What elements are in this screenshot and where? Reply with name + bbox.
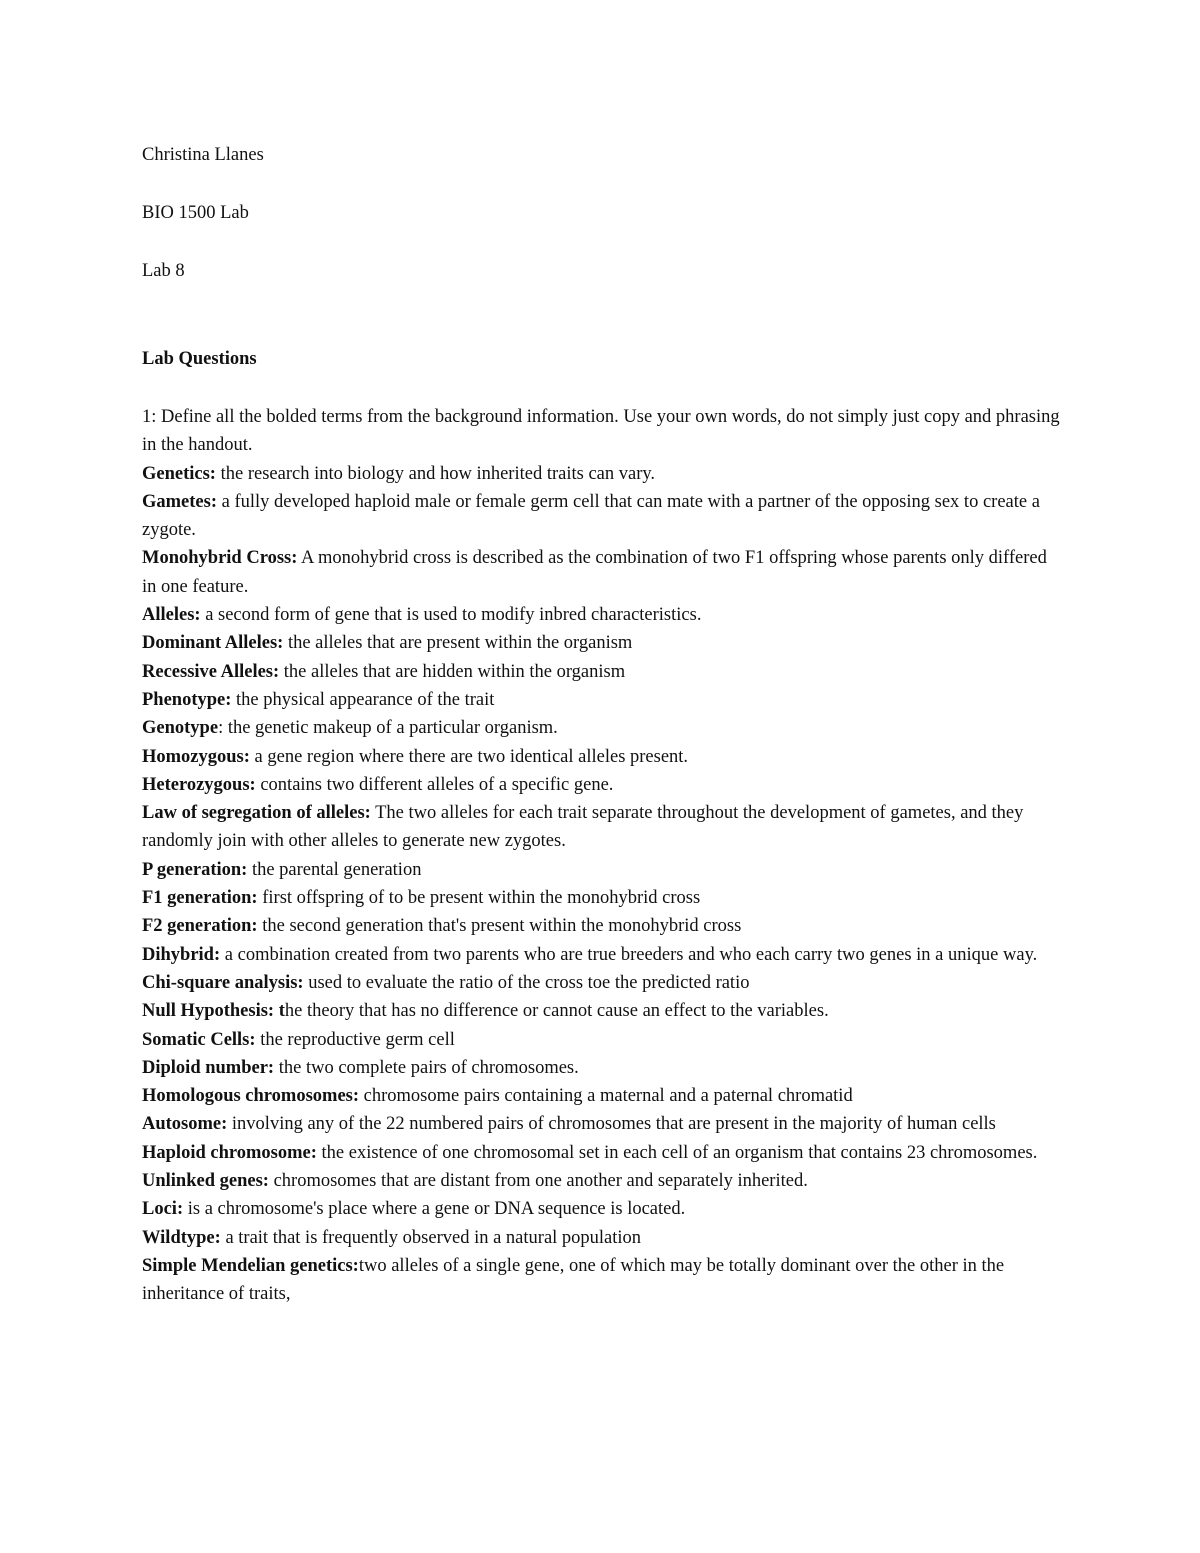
term-label: P generation: [142, 859, 248, 880]
term-label: F1 generation: [142, 888, 258, 909]
term-definition [142, 884, 1062, 912]
term-text: the two complete pairs of chromosomes. [274, 1057, 579, 1078]
term-text: a fully developed haploid male or female germ cell that can mate with a partner of the opposing sex to create a zygote. [142, 491, 1040, 541]
section-title: Lab Questions [142, 349, 257, 369]
term-label: Genotype [142, 718, 219, 739]
term-list [142, 460, 1062, 1309]
term-definition [142, 1110, 1062, 1138]
term-label: Unlinked genes: [142, 1171, 269, 1192]
term-text: he theory that has no difference or cannot cause an effect to the variables. [284, 1001, 829, 1022]
term-definition [142, 1054, 1062, 1082]
term-definition [142, 1252, 1062, 1309]
term-label: Heterozygous: [142, 774, 256, 795]
term-text: : the genetic makeup of a particular organism. [218, 718, 558, 739]
term-definition [142, 1167, 1062, 1195]
term-label: Homologous chromosomes: [142, 1086, 360, 1107]
term-label: Dominant Alleles: [142, 633, 284, 654]
term-label: Loci: [142, 1199, 184, 1220]
term-label: Haploid chromosome: [142, 1142, 317, 1163]
term-definition [142, 969, 1062, 997]
course-name: BIO 1500 Lab [142, 203, 249, 223]
term-text: the second generation that's present within the monohybrid cross [257, 916, 742, 937]
term-label: Null Hypothesis: t [142, 1001, 285, 1022]
term-definition [142, 686, 1062, 714]
term-label: Genetics: [142, 463, 216, 484]
term-text: chromosome pairs containing a maternal and a paternal chromatid [359, 1086, 853, 1107]
term-label: Wildtype: [142, 1227, 221, 1248]
term-definition [142, 658, 1062, 686]
term-text: The two alleles for each trait separate throughout the development of gametes, and they randomly join with other alleles to generate new zygotes. [142, 803, 1024, 852]
term-definition [142, 771, 1062, 799]
term-definition [142, 997, 1062, 1025]
term-text: a combination created from two parents who are true breeders and who each carry two genes in a unique way. [220, 944, 1038, 965]
term-text: chromosomes that are distant from one another and separately inherited. [268, 1171, 808, 1192]
lab-number: Lab 8 [142, 261, 185, 281]
term-definition [142, 460, 1062, 488]
term-definition [142, 1082, 1062, 1110]
term-definition [142, 1026, 1062, 1054]
term-definition [142, 912, 1062, 940]
term-text: A monohybrid cross is described as the combination of two F1 offspring whose parents only differed in one feature. [142, 548, 1047, 597]
term-definition [142, 856, 1062, 884]
term-text: the existence of one chromosomal set in each cell of an organism that contains 23 chromosomes. [316, 1142, 1038, 1163]
term-text: the alleles that are hidden within the organism [279, 661, 626, 682]
term-definition [142, 799, 1062, 856]
term-label: Recessive Alleles: [142, 661, 280, 682]
term-text: the reproductive germ cell [255, 1029, 455, 1050]
term-text: the parental generation [247, 859, 422, 880]
term-text: a second form of gene that is used to modify inbred characteristics. [200, 605, 702, 626]
term-text: contains two different alleles of a specific gene. [255, 774, 614, 795]
term-definition [142, 941, 1062, 969]
term-definition [142, 544, 1062, 601]
term-label: Alleles: [142, 605, 201, 626]
term-definition [142, 1224, 1062, 1252]
term-definition [142, 601, 1062, 629]
term-label: Phenotype: [142, 689, 232, 710]
term-definition [142, 1195, 1062, 1223]
term-label: Autosome: [142, 1114, 228, 1135]
term-text: is a chromosome's place where a gene or DNA sequence is located. [183, 1199, 686, 1220]
document-body [142, 141, 1062, 1309]
term-label: Somatic Cells: [142, 1029, 256, 1050]
term-text: two alleles of a single gene, one of which may be totally dominant over the other in the inheritance of traits, [142, 1255, 1005, 1305]
term-text: involving any of the 22 numbered pairs of chromosomes that are present in the majority of human cells [227, 1114, 996, 1135]
term-label: Law of segregation of alleles: [142, 803, 371, 824]
term-definition [142, 488, 1062, 545]
term-text: first offspring of to be present within the monohybrid cross [257, 888, 701, 909]
term-label: Homozygous: [142, 746, 250, 767]
term-definition [142, 629, 1062, 657]
term-text: the research into biology and how inherited traits can vary. [215, 463, 656, 484]
term-label: Monohybrid Cross: [142, 548, 298, 569]
term-text: a gene region where there are two identical alleles present. [249, 746, 689, 767]
term-text: a trait that is frequently observed in a natural population [220, 1227, 642, 1248]
term-label: Chi-square analysis: [142, 972, 304, 993]
term-definition [142, 714, 1062, 742]
term-label: Dihybrid: [142, 944, 221, 965]
term-text: the physical appearance of the trait [231, 689, 495, 710]
term-text: used to evaluate the ratio of the cross toe the predicted ratio [303, 972, 750, 993]
term-definition [142, 743, 1062, 771]
term-label: Gametes: [142, 491, 217, 512]
term-label: F2 generation: [142, 916, 258, 937]
student-name: Christina Llanes [142, 145, 264, 165]
term-text: the alleles that are present within the organism [283, 633, 633, 654]
term-label: Diploid number: [142, 1057, 275, 1078]
term-label: Simple Mendelian genetics: [142, 1255, 359, 1276]
term-definition [142, 1139, 1062, 1167]
question-text: 1: Define all the bolded terms from the background information. Use your own words, do not simply just copy and phrasing in the handout. [142, 407, 1060, 456]
